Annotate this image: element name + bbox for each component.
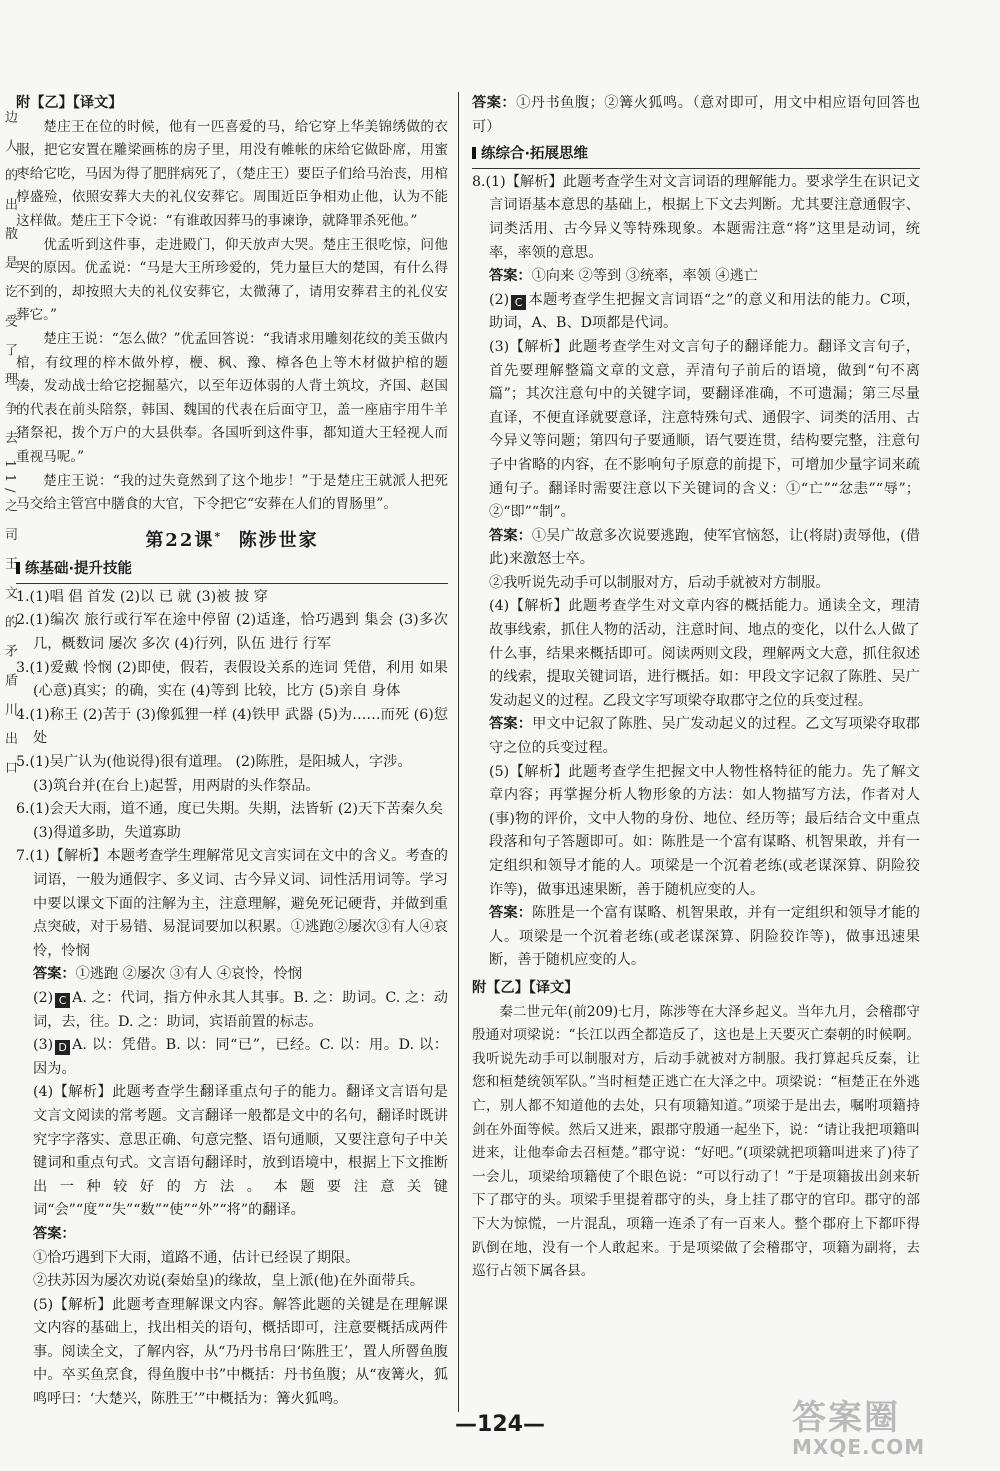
answer-line bbox=[472, 713, 920, 760]
lesson-number: 第22课 bbox=[145, 529, 215, 551]
watermark bbox=[792, 1390, 992, 1465]
lesson-name: 陈涉世家 bbox=[238, 529, 319, 551]
analysis-item: (5)【解析】此题考查理解课文内容。解答此题的关键是在理解课文内容的基础上，找出相关的语句，概括即可，注意要概括成两件事。阅读全文，了解内容，从“乃丹书帛曰‘陈胜王’，置人所罾鱼腹中。卒买鱼烹食，得鱼腹中书”中概括：丹书鱼腹；从“夜篝火，狐鸣呼曰：‘大楚兴，陈胜王’”中概括为：篝火狐鸣。 bbox=[33, 1296, 448, 1408]
answer-line bbox=[472, 265, 920, 289]
margin-fragment-text: 边 人 的 出 散 是 讫 受 了 理 争 去 11/之 司 王 文 的 矛 盾 川 出 口 bbox=[2, 110, 17, 780]
answer-line bbox=[472, 525, 920, 572]
answer-item: (3)筑台并(在台上)起誓，用两尉的头作祭品。 bbox=[33, 777, 320, 794]
answer-text: ②我听说先动手可以制服对方，后动手就被对方制服。 bbox=[489, 574, 830, 591]
answer-line bbox=[16, 963, 448, 987]
answer-item: 3.(1)爱戴 怜悯 (2)即使，假若，表假设关系的连词 凭借，利用 如果 (心意)真实；的确，实在 (4)等到 比较，比方 (5)亲自 身体 bbox=[16, 659, 448, 700]
answer-text: 本题考查学生把握文言词语“之”的意义和用法的能力。C项，助词，A、B、D项都是代词。 bbox=[489, 291, 920, 332]
answer-text: 甲文中记叙了陈胜、吴广发动起义的过程。乙文写项梁夺取郡守之位的兵变过程。 bbox=[489, 716, 920, 757]
answer-label: 答案： bbox=[489, 716, 533, 733]
answer-text: A. 之：代词，指方仲永其人其事。B. 之：助词。C. 之：动词，去，往。D. 之：助词，宾语前置的标志。 bbox=[33, 989, 448, 1030]
answer-line bbox=[472, 902, 920, 973]
lesson-star: * bbox=[214, 529, 223, 543]
appendix-heading: 附【乙】【译文】 bbox=[16, 95, 123, 111]
analysis-item: 7.(1)【解析】本题考查学生理解常见文言实词在文中的含义。考查的词语，一般为通假字、多义词、古今异义词、词性活用词等。学习中要以课文下面的注解为主，注意理解，避免死记硬背，并做到重点突破，对于易错、易混词要加以积累。①逃跑②屡次③有人④哀怜，怜悯 bbox=[16, 848, 448, 959]
answer-line bbox=[16, 1223, 448, 1247]
watermark-url: MXQE.COM bbox=[792, 1435, 926, 1459]
translation-paragraph: 楚庄王说：“我的过失竟然到了这个地步！”于是楚庄王就派人把死马交给主管宫中膳食的大官，下令把它“安葬在人们的胃肠里”。 bbox=[16, 472, 448, 513]
answer-label: 答案： bbox=[489, 527, 532, 544]
answer-label: 答案： bbox=[489, 905, 533, 922]
page-number: —124— bbox=[455, 1412, 545, 1437]
analysis-item: (4)【解析】此题考查学生对文章内容的概括能力。通读全文，理清故事线索，抓住人物的活动，注意时间、地点的变化，以什么人做了什么事，结果来概括即可。阅读两则文段，理解两文大意，抓住叙述的线索，提取关键词语，进行概括。如：甲段文字记叙了陈胜、吴广发动起义的过程。乙段文字写项梁夺取郡守之位的兵变过程。 bbox=[489, 598, 920, 709]
translation-paragraph: 秦二世元年(前209)七月，陈涉等在大泽乡起义。当年九月，会稽郡守殷通对项梁说：“长江以西全都造反了，这也是上天要灭亡秦朝的时候啊。我听说先动手可以制服对方，后动手就被对方制服。我打算起兵反秦，让您和桓楚统领军队。”当时桓楚正逃亡在大泽之中。项梁说：“桓楚正在外逃亡，别人都不知道他的去处，只有项籍知道。”项梁于是出去，嘱咐项籍持剑在外面等候。然后又进来，跟郡守殷通一起坐下，说：“请让我把项籍叫进来，让他奉命去召桓楚。”郡守说：“好吧。”(项梁就把项籍叫进来了)待了一会儿，项梁给项籍使了个眼色说：“可以行动了！”于是项籍拔出剑来斩下了郡守的头。项梁手里提着郡守的头，身上挂了郡守的官印。郡守的部下大为惊慌，一片混乱，项籍一连杀了有一百来人。整个郡府上下都吓得趴倒在地，没有一个人敢起来。于是项梁做了会稽郡守，项籍为副将，去巡行占领下属各县。 bbox=[472, 1003, 920, 1280]
answer-label: 答案： bbox=[489, 268, 532, 285]
translation-paragraph: 楚庄王在位的时候，他有一匹喜爱的马，给它穿上华美锦绣做的衣服，把它安置在雕梁画栋的房子里，用没有帷帐的床给它做卧席，用蜜枣给它吃，马因为得了肥胖病死了，（楚庄王）要臣子们给马治丧，用棺椁盛殓，依照安葬大夫的礼仪安葬它。周围近臣争相劝止他，认为不能这样做。楚庄王下令说：“有谁敢因葬马的事谏诤，就降罪杀死他。” bbox=[16, 118, 448, 229]
answer-text: A. 以：凭借。B. 以：同“已”，已经。C. 以：用。D. 以：因为。 bbox=[33, 1037, 448, 1077]
answer-line bbox=[16, 1034, 448, 1081]
answer-line bbox=[16, 987, 448, 1034]
analysis-item: (5)【解析】此题考查学生把握文中人物性格特征的能力。先了解文章内容；再掌握分析人物形象的方法：如人物描写方法，作者对人(事)物的评价，文中人物的身份、地位、经历等；最后结合文中重点段落和句子答题即可。如：陈胜是一个富有谋略、机智果敢，并有一定组织和领导才能的人。项梁是一个沉着老练(或老谋深算、阴险狡诈等)，做事迅速果断，善于随机应变的人。 bbox=[489, 763, 920, 898]
answer-item: 1.(1)唱 倡 首发 (2)以 已 就 (3)被 披 穿 bbox=[16, 588, 268, 605]
section-heading-comprehensive: 练综合·拓展思维 bbox=[472, 143, 920, 169]
answer-line bbox=[472, 289, 920, 336]
answer-line bbox=[472, 92, 920, 139]
answer-text: ①吴广故意多次说要逃跑，使军官恼怒，让(将尉)责辱他，(借此)来激怒士卒。 bbox=[489, 527, 920, 568]
choice-box: C bbox=[55, 993, 70, 1008]
translation-paragraph: 楚庄王说：“怎么做？”优孟回答说：“我请求用雕刻花纹的美玉做内棺，有纹理的梓木做外椁，楩、枫、豫、樟各色上等木材做护棺的题凑，发动战士给它挖掘墓穴，以至年迈体弱的人背土筑坟，齐国、赵国的代表在前头陪祭，韩国、魏国的代表在后面守卫，盖一座庙宇用牛羊猪祭祀，拨个万户的大县供奉。各国听到这件事，都知道大王轻视人而重视马呢。” bbox=[16, 330, 448, 465]
sub-number: (3) bbox=[33, 1037, 54, 1054]
column-divider bbox=[458, 92, 459, 1412]
section-heading-basics: 练基础·提升技能 bbox=[16, 558, 448, 584]
answer-label: 答案： bbox=[472, 95, 517, 111]
answer-label: 答案： bbox=[33, 1225, 76, 1242]
answer-text: ②扶苏因为屡次劝说(秦始皇)的缘故，皇上派(他)在外面带兵。 bbox=[33, 1273, 425, 1290]
sub-number: (2) bbox=[33, 989, 54, 1006]
sub-number: (2) bbox=[489, 291, 510, 308]
left-column bbox=[16, 92, 448, 1412]
answer-item: 6.(1)会天大雨，道不通，度已失期。失期，法皆斩 (2)天下苦秦久矣 bbox=[16, 801, 444, 818]
choice-box: C bbox=[511, 295, 526, 310]
translation-paragraph: 优孟听到这件事，走进殿门，仰天放声大哭。楚庄王很吃惊，问他哭的原因。优孟说：“马是大王所珍爱的，凭力量巨大的楚国，有什么得不到的，却按照大夫的礼仪安葬它，太微薄了，请用安葬君主的礼仪安葬它。” bbox=[16, 236, 448, 324]
right-column bbox=[472, 92, 920, 1284]
watermark-logo: 答案圈 bbox=[792, 1398, 900, 1438]
answer-text: ①丹书鱼腹；②篝火狐鸣。（意对即可，用文中相应语句回答也可） bbox=[472, 95, 920, 135]
analysis-item: (4)【解析】此题考查学生翻译重点句子的能力。翻译文言语句是文言文阅读的常考题。文言翻译一般都是文中的名句，翻译时既讲究字字落实、意思正确、句意完整、语句通顺，又要注意句子中关键词和重点句式。文言语句翻译时，放到语境中，根据上下文推断出一种较好的方法。本题要注意关键词“会”“度”“失”“数”“使”“外”“将”的翻译。 bbox=[33, 1084, 448, 1219]
appendix-heading: 附【乙】【译文】 bbox=[472, 979, 579, 996]
answer-item: 2.(1)编次 旅行或行军在途中停留 (2)适逢，恰巧遇到 集会 (3)多次 几，概数词 屡次 多次 (4)行列，队伍 进行 行军 bbox=[16, 612, 448, 653]
answer-label: 答案： bbox=[33, 966, 76, 983]
answer-item: 4.(1)称王 (2)苦于 (3)像狐狸一样 (4)铁甲 武器 (5)为……而死 (6)愆处 bbox=[16, 706, 448, 747]
answer-text: ①恰巧遇到下大雨，道路不通，估计已经误了期限。 bbox=[33, 1249, 360, 1266]
answer-text: ①向来 ②等到 ③统率，率领 ④逃亡 bbox=[531, 268, 758, 285]
choice-box: D bbox=[55, 1040, 70, 1055]
answer-text: ①逃跑 ②屡次 ③有人 ④哀怜，怜悯 bbox=[75, 966, 302, 983]
answer-item: 5.(1)吴广认为(他说得)很有道理。 (2)陈胜，是阳城人，字涉。 bbox=[16, 754, 412, 771]
analysis-item: (3)【解析】此题考查学生对文言句子的翻译能力。翻译文言句子，首先要理解整篇文章的文意，弄清句子前后的语境，做到“句不离篇”；其次注意句中的关键字词，要翻译准确，不可遗漏；第三尽量直译，不便直译就要意译，注意特殊句式、通假字、词类的活用、古今异义等问题；第四句子要通顺，语气要连贯，结构要完整，注意句子中省略的内容，在不影响句子原意的前提下，可增加少量字词来疏通句子。翻译时需要注意以下关键词的含义：①“亡”“忿恚”“辱”；②“即”“制”。 bbox=[489, 338, 920, 521]
answer-item: (3)得道多助，失道寡助 bbox=[33, 824, 181, 841]
answer-text: 陈胜是一个富有谋略、机智果敢，并有一定组织和领导才能的人。项梁是一个沉着老练(或老谋深算、阴险狡诈等)，做事迅速果断，善于随机应变的人。 bbox=[489, 905, 920, 969]
analysis-item: 8.(1)【解析】此题考查学生对文言词语的理解能力。要求学生在识记文言词语基本意思的基础上，根据上下文去判断。尤其要注意通假字、词类活用、古今异义等特殊现象。本题需注意“将”这里是动词，统率，率领的意思。 bbox=[472, 173, 920, 261]
lesson-title bbox=[16, 525, 448, 553]
